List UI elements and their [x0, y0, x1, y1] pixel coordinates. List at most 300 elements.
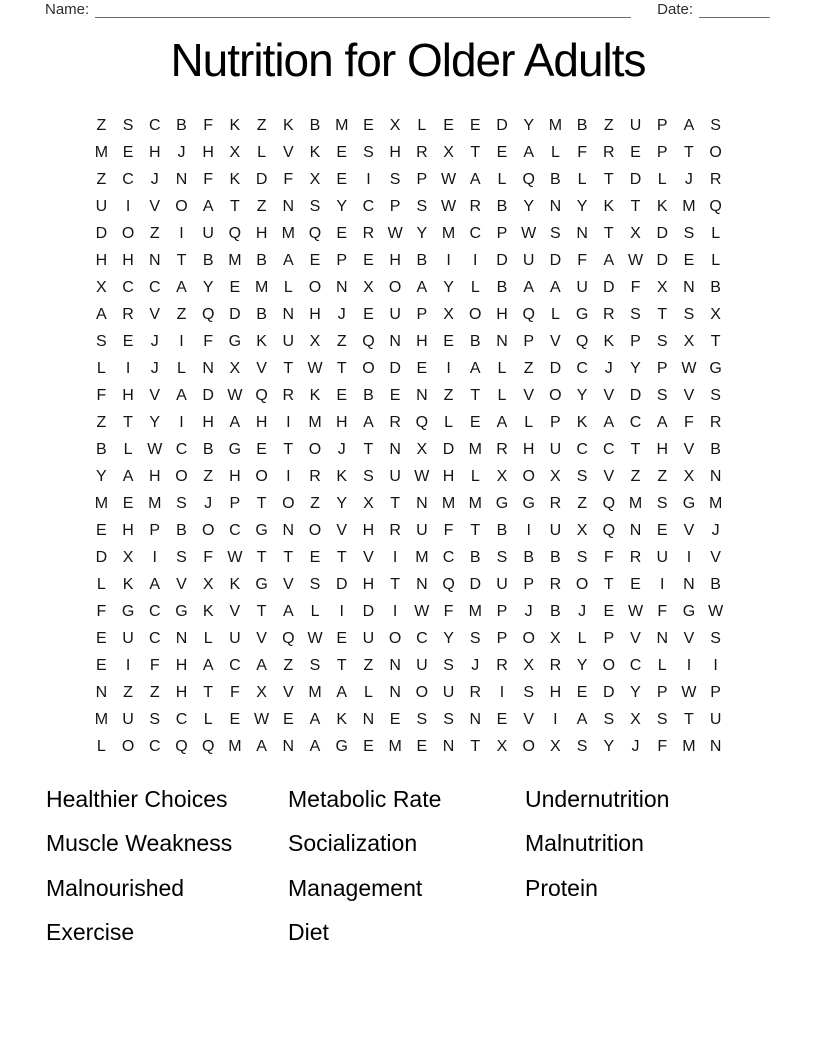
grid-letter: X: [550, 629, 561, 647]
grid-letter: Z: [283, 656, 294, 674]
grid-letter: U: [629, 116, 642, 134]
grid-letter: D: [95, 548, 108, 566]
grid-letter: K: [202, 602, 214, 620]
grid-letter: S: [683, 224, 695, 242]
grid-letter: M: [228, 251, 242, 269]
grid-letter: H: [202, 143, 214, 161]
grid-letter: E: [443, 116, 454, 134]
grid-letter: U: [95, 197, 108, 215]
grid-letter: F: [283, 170, 294, 188]
grid-letter: L: [550, 305, 560, 323]
grid-letter: O: [388, 278, 402, 296]
word-list-item: Protein: [525, 874, 598, 901]
grid-letter: G: [682, 602, 696, 620]
grid-letter: F: [603, 548, 614, 566]
grid-letter: N: [282, 737, 295, 755]
grid-letter: H: [442, 467, 455, 485]
grid-letter: F: [203, 548, 214, 566]
grid-letter: E: [96, 629, 107, 647]
grid-letter: I: [339, 602, 344, 620]
grid-letter: A: [603, 251, 615, 269]
grid-letter: G: [495, 494, 509, 512]
grid-letter: V: [523, 386, 535, 404]
grid-letter: M: [281, 224, 295, 242]
grid-letter: G: [121, 602, 135, 620]
grid-letter: V: [523, 710, 535, 728]
grid-letter: N: [416, 494, 428, 512]
grid-letter: I: [125, 359, 131, 377]
grid-letter: K: [576, 413, 588, 431]
grid-letter: D: [656, 224, 668, 242]
grid-letter: R: [496, 656, 508, 674]
grid-letter: X: [229, 359, 241, 377]
grid-letter: D: [549, 251, 562, 269]
name-input-line[interactable]: [95, 2, 631, 18]
word-list-item: Exercise: [46, 919, 135, 946]
grid-letter: I: [499, 683, 505, 701]
grid-letter: C: [175, 440, 188, 458]
grid-letter: D: [496, 116, 508, 134]
grid-letter: B: [202, 440, 214, 458]
grid-letter: O: [388, 629, 402, 647]
grid-letter: L: [657, 656, 667, 674]
grid-letter: Q: [175, 737, 188, 755]
grid-letter: S: [309, 197, 321, 215]
grid-letter: U: [229, 629, 241, 647]
grid-letter: T: [684, 710, 694, 728]
grid-letter: X: [710, 305, 721, 323]
grid-letter: N: [282, 197, 295, 215]
grid-letter: L: [550, 143, 560, 161]
grid-letter: L: [711, 224, 721, 242]
grid-letter: A: [309, 710, 321, 728]
grid-letter: Y: [630, 359, 641, 377]
grid-letter: W: [227, 386, 243, 404]
grid-letter: S: [363, 143, 374, 161]
grid-letter: E: [603, 602, 615, 620]
grid-letter: W: [627, 251, 644, 269]
grid-letter: X: [309, 332, 321, 350]
grid-letter: D: [335, 575, 348, 593]
grid-letter: T: [657, 305, 668, 323]
grid-letter: E: [256, 440, 267, 458]
grid-letter: L: [711, 251, 721, 269]
grid-letter: I: [686, 548, 692, 566]
grid-letter: F: [657, 737, 668, 755]
grid-letter: I: [366, 170, 371, 188]
grid-letter: M: [441, 224, 456, 242]
grid-letter: E: [656, 521, 668, 539]
grid-letter: E: [336, 143, 348, 161]
grid-letter: T: [203, 683, 214, 701]
grid-letter: N: [496, 332, 508, 350]
grid-letter: T: [123, 413, 133, 431]
grid-letter: E: [336, 386, 348, 404]
grid-letter: O: [308, 440, 322, 458]
grid-letter: M: [441, 494, 456, 512]
grid-letter: N: [549, 197, 562, 215]
grid-letter: O: [121, 224, 135, 242]
grid-letter: X: [550, 737, 561, 755]
grid-letter: G: [175, 602, 188, 620]
grid-letter: Q: [709, 197, 722, 215]
grid-letter: W: [147, 440, 163, 458]
grid-letter: O: [575, 575, 589, 593]
grid-letter: J: [150, 332, 159, 350]
grid-letter: V: [282, 575, 294, 593]
grid-letter: J: [684, 170, 693, 188]
date-label: Date:: [657, 1, 693, 18]
grid-letter: S: [656, 710, 668, 728]
grid-letter: Z: [577, 494, 587, 512]
grid-letter: P: [523, 575, 535, 593]
grid-letter: Y: [576, 386, 588, 404]
grid-letter: U: [496, 575, 508, 593]
grid-letter: E: [309, 548, 321, 566]
grid-letter: C: [229, 656, 241, 674]
grid-letter: L: [203, 710, 213, 728]
grid-letter: Y: [443, 629, 454, 647]
grid-letter: B: [496, 521, 508, 539]
grid-letter: E: [630, 143, 641, 161]
grid-letter: Q: [602, 494, 616, 512]
grid-letter: Z: [149, 224, 160, 242]
grid-letter: O: [522, 629, 535, 647]
grid-letter: P: [229, 494, 241, 512]
grid-letter: Z: [443, 386, 454, 404]
grid-letter: V: [550, 332, 561, 350]
grid-letter: S: [630, 305, 641, 323]
grid-letter: E: [416, 359, 428, 377]
grid-letter: Q: [201, 737, 215, 755]
grid-letter: I: [713, 656, 718, 674]
word-search-grid: [88, 112, 729, 760]
grid-letter: D: [442, 440, 455, 458]
grid-letter: D: [362, 602, 375, 620]
grid-letter: N: [175, 629, 188, 647]
grid-letter: X: [96, 278, 107, 296]
grid-letter: F: [657, 602, 668, 620]
grid-letter: N: [629, 521, 642, 539]
grid-letter: X: [256, 683, 267, 701]
grid-letter: B: [309, 116, 321, 134]
grid-letter: E: [576, 683, 588, 701]
grid-letter: T: [710, 332, 721, 350]
grid-letter: D: [629, 386, 642, 404]
grid-letter: W: [307, 629, 323, 647]
grid-letter: O: [602, 656, 616, 674]
grid-letter: L: [123, 440, 133, 458]
grid-letter: Z: [176, 305, 187, 323]
grid-letter: K: [229, 575, 241, 593]
grid-letter: H: [202, 413, 214, 431]
grid-letter: U: [709, 710, 722, 728]
grid-letter: V: [683, 629, 695, 647]
grid-letter: S: [683, 305, 695, 323]
grid-letter: U: [549, 440, 562, 458]
grid-letter: D: [469, 575, 482, 593]
grid-letter: O: [282, 494, 295, 512]
grid-letter: E: [389, 386, 401, 404]
grid-letter: R: [603, 305, 615, 323]
grid-letter: S: [710, 629, 721, 647]
grid-letter: M: [94, 494, 109, 512]
grid-letter: K: [656, 197, 668, 215]
grid-letter: N: [389, 332, 401, 350]
grid-letter: I: [125, 656, 131, 674]
grid-letter: X: [309, 170, 321, 188]
grid-letter: C: [148, 737, 161, 755]
grid-letter: S: [443, 656, 454, 674]
grid-letter: B: [363, 386, 374, 404]
grid-letter: R: [469, 197, 482, 215]
grid-letter: K: [309, 386, 321, 404]
grid-letter: V: [149, 386, 161, 404]
grid-letter: R: [389, 521, 401, 539]
grid-letter: A: [603, 413, 615, 431]
grid-letter: Q: [522, 305, 535, 323]
grid-letter: T: [390, 575, 401, 593]
grid-letter: Y: [603, 737, 615, 755]
grid-letter: B: [496, 197, 508, 215]
grid-letter: D: [255, 170, 268, 188]
grid-letter: Y: [630, 683, 641, 701]
grid-letter: J: [337, 440, 346, 458]
grid-letter: W: [627, 602, 644, 620]
grid-letter: Q: [442, 575, 455, 593]
grid-letter: B: [416, 251, 428, 269]
word-list-item: Undernutrition: [525, 785, 670, 812]
grid-letter: N: [282, 521, 295, 539]
grid-letter: F: [96, 602, 107, 620]
grid-letter: H: [122, 386, 134, 404]
grid-letter: X: [656, 278, 668, 296]
grid-letter: N: [282, 305, 295, 323]
grid-letter: H: [255, 413, 268, 431]
grid-letter: I: [286, 413, 291, 431]
grid-letter: T: [256, 494, 267, 512]
word-list-item: Diet: [288, 919, 329, 946]
grid-letter: T: [336, 656, 347, 674]
grid-letter: W: [681, 359, 697, 377]
grid-letter: O: [709, 143, 722, 161]
grid-letter: K: [603, 332, 615, 350]
grid-letter: E: [336, 170, 348, 188]
grid-letter: T: [603, 575, 614, 593]
grid-letter: T: [283, 548, 294, 566]
grid-letter: J: [578, 602, 587, 620]
grid-letter: A: [683, 116, 695, 134]
grid-letter: P: [656, 143, 668, 161]
grid-letter: Q: [575, 332, 589, 350]
grid-letter: A: [363, 413, 374, 431]
grid-letter: G: [255, 521, 268, 539]
grid-letter: A: [576, 710, 588, 728]
grid-letter: R: [549, 656, 562, 674]
grid-letter: B: [576, 116, 588, 134]
grid-letter: X: [229, 143, 241, 161]
grid-letter: K: [336, 710, 348, 728]
grid-letter: Z: [123, 683, 133, 701]
grid-letter: A: [202, 656, 214, 674]
grid-letter: N: [95, 683, 108, 701]
grid-letter: E: [96, 521, 107, 539]
grid-letter: L: [363, 683, 373, 701]
grid-letter: H: [148, 467, 161, 485]
grid-letter: O: [121, 737, 135, 755]
grid-letter: W: [227, 548, 243, 566]
grid-letter: E: [416, 737, 428, 755]
grid-letter: J: [711, 521, 720, 539]
grid-letter: H: [656, 440, 668, 458]
grid-letter: F: [443, 602, 454, 620]
grid-letter: C: [362, 197, 375, 215]
grid-letter: Q: [415, 413, 429, 431]
grid-letter: V: [603, 386, 615, 404]
grid-letter: N: [362, 710, 375, 728]
grid-letter: I: [473, 251, 478, 269]
grid-letter: F: [230, 683, 240, 701]
grid-letter: N: [683, 575, 695, 593]
grid-letter: E: [363, 305, 374, 323]
grid-letter: F: [203, 170, 214, 188]
grid-letter: Y: [96, 467, 107, 485]
grid-letter: Y: [416, 224, 428, 242]
grid-letter: O: [469, 305, 482, 323]
grid-letter: L: [657, 170, 667, 188]
grid-letter: V: [176, 575, 187, 593]
grid-letter: L: [577, 629, 587, 647]
grid-letter: U: [656, 548, 668, 566]
grid-letter: E: [336, 224, 348, 242]
grid-letter: H: [148, 143, 161, 161]
word-list-item: Malnourished: [46, 874, 185, 901]
grid-letter: Y: [149, 413, 161, 431]
grid-letter: H: [389, 143, 401, 161]
grid-letter: T: [390, 494, 401, 512]
grid-letter: B: [710, 440, 721, 458]
grid-letter: J: [204, 494, 213, 512]
grid-letter: X: [630, 710, 641, 728]
grid-letter: V: [683, 440, 695, 458]
grid-letter: N: [416, 386, 428, 404]
grid-letter: R: [362, 224, 375, 242]
grid-letter: X: [443, 305, 454, 323]
grid-letter: V: [229, 602, 241, 620]
grid-letter: M: [148, 494, 162, 512]
grid-letter: K: [122, 575, 134, 593]
grid-letter: M: [415, 548, 429, 566]
grid-letter: E: [469, 116, 481, 134]
grid-letter: G: [335, 737, 348, 755]
date-input-line[interactable]: [699, 2, 770, 18]
grid-letter: D: [656, 251, 668, 269]
word-list-item: Healthier Choices: [46, 785, 228, 812]
grid-letter: F: [203, 332, 214, 350]
grid-letter: D: [95, 224, 108, 242]
grid-letter: L: [417, 116, 427, 134]
grid-letter: D: [202, 386, 214, 404]
grid-letter: P: [336, 251, 348, 269]
grid-letter: E: [229, 710, 241, 728]
grid-letter: M: [682, 197, 696, 215]
grid-letter: Z: [96, 116, 107, 134]
grid-letter: H: [175, 656, 188, 674]
name-date-row: [45, 0, 770, 19]
grid-letter: A: [122, 467, 134, 485]
grid-letter: S: [416, 197, 428, 215]
grid-letter: U: [576, 278, 588, 296]
grid-letter: I: [179, 224, 184, 242]
grid-letter: P: [710, 683, 721, 701]
grid-letter: A: [202, 197, 214, 215]
grid-letter: S: [389, 170, 401, 188]
grid-letter: M: [468, 440, 482, 458]
grid-letter: E: [282, 710, 294, 728]
grid-letter: G: [228, 332, 242, 350]
grid-letter: N: [709, 467, 722, 485]
grid-letter: O: [308, 278, 322, 296]
grid-letter: U: [416, 656, 428, 674]
word-list: [46, 777, 786, 955]
grid-letter: S: [176, 494, 187, 512]
grid-letter: F: [203, 116, 214, 134]
grid-letter: W: [387, 224, 403, 242]
grid-letter: U: [362, 629, 375, 647]
grid-letter: A: [469, 359, 481, 377]
grid-letter: Q: [255, 386, 268, 404]
grid-letter: O: [201, 521, 215, 539]
grid-letter: Z: [96, 413, 107, 431]
grid-letter: Z: [523, 359, 534, 377]
grid-letter: Z: [256, 116, 267, 134]
grid-letter: J: [471, 656, 480, 674]
grid-letter: A: [229, 413, 241, 431]
word-list-column: [46, 777, 288, 955]
grid-letter: T: [470, 386, 481, 404]
grid-letter: G: [255, 575, 268, 593]
grid-letter: I: [553, 710, 558, 728]
grid-letter: A: [149, 575, 161, 593]
grid-letter: L: [497, 170, 507, 188]
grid-letter: L: [310, 602, 320, 620]
grid-letter: T: [336, 548, 347, 566]
grid-letter: F: [577, 143, 587, 161]
grid-letter: E: [336, 629, 348, 647]
word-list-column: [525, 777, 786, 955]
grid-letter: E: [683, 251, 695, 269]
grid-letter: T: [630, 197, 641, 215]
grid-letter: H: [335, 413, 348, 431]
grid-letter: L: [497, 386, 507, 404]
grid-letter: A: [96, 305, 107, 323]
grid-letter: O: [175, 467, 188, 485]
grid-letter: C: [629, 656, 642, 674]
grid-letter: U: [389, 467, 401, 485]
grid-letter: I: [179, 413, 184, 431]
grid-letter: T: [283, 440, 294, 458]
grid-letter: S: [656, 494, 668, 512]
grid-letter: Y: [202, 278, 214, 296]
grid-letter: C: [148, 278, 161, 296]
grid-letter: S: [96, 332, 107, 350]
grid-letter: C: [576, 359, 588, 377]
grid-letter: J: [631, 737, 640, 755]
grid-letter: P: [496, 224, 508, 242]
grid-letter: V: [683, 386, 695, 404]
grid-letter: U: [522, 251, 535, 269]
grid-letter: E: [122, 143, 134, 161]
